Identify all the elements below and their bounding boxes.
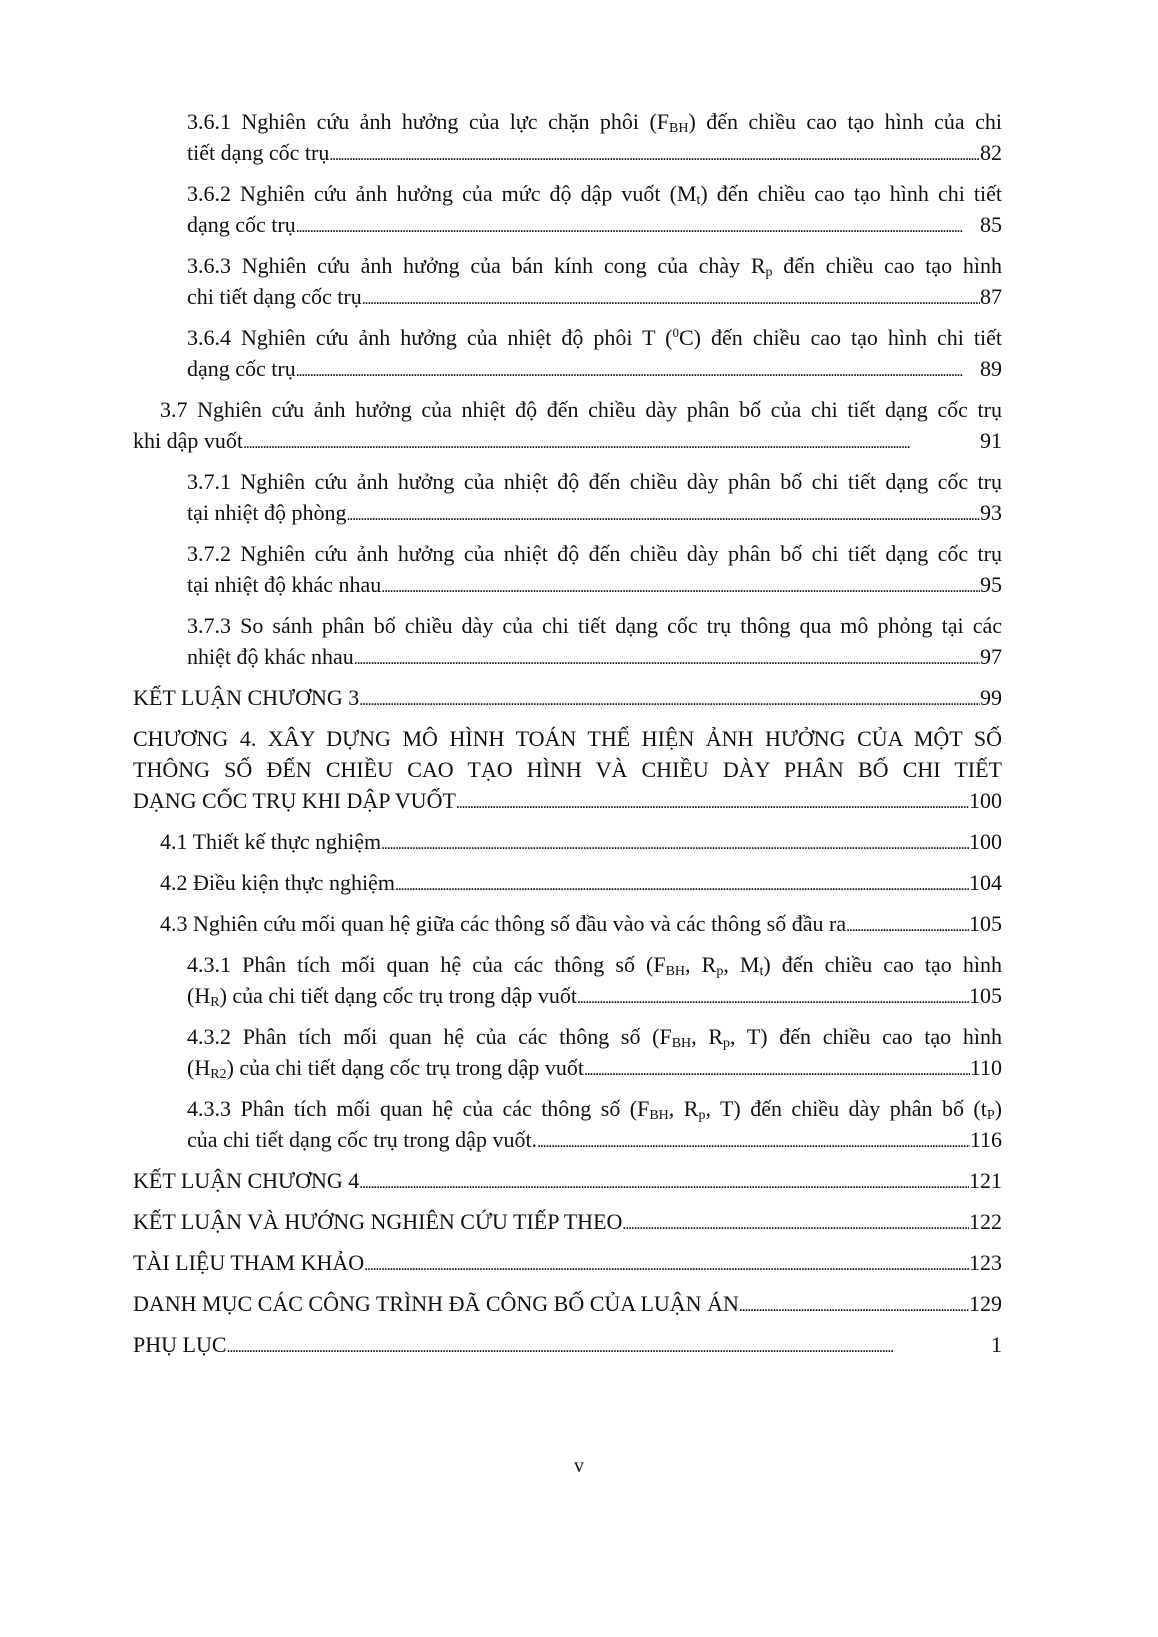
toc-page-number: 121 — [969, 1168, 1002, 1193]
toc-text-segment: , R — [668, 1096, 699, 1121]
toc-text-segment: R2 — [210, 1067, 227, 1082]
toc-entry-title — [187, 353, 296, 384]
toc-text-segment: 3.6.4 Nghiên cứu ảnh hưởng của nhiệt độ phôi T ( — [187, 325, 673, 350]
toc-page-number: 93 — [980, 500, 1002, 525]
toc-entry-title — [187, 281, 362, 312]
dot-leader — [243, 428, 980, 459]
toc-line — [133, 1288, 1002, 1319]
toc-text-segment: PHỤ LỤC — [133, 1332, 227, 1357]
toc-text-segment: , T) đến chiều dày phân bố (t — [705, 1096, 987, 1121]
toc-entry-title — [187, 952, 1002, 977]
toc-entry-title — [133, 1329, 227, 1360]
toc-text-segment: khi dập vuốt — [133, 428, 243, 453]
toc-entry[interactable] — [160, 908, 1002, 939]
toc-text-segment: 4.2 Điều kiện thực nghiệm — [160, 870, 395, 895]
page-number: v — [574, 1455, 584, 1477]
toc-page-number: 91 — [980, 428, 1002, 453]
toc-text-segment: 3.6.2 Nghiên cứu ảnh hưởng của mức độ dập vuốt (M — [187, 181, 697, 206]
dot-leader — [364, 1250, 969, 1281]
toc-line — [187, 466, 1002, 497]
toc-line — [160, 826, 1002, 857]
toc-text-segment: THÔNG SỐ ĐẾN CHIỀU CAO TẠO HÌNH VÀ CHIỀU DÀY PHÂN BỐ CHI TIẾT — [133, 757, 1002, 782]
dot-leader — [296, 356, 980, 387]
toc-entry[interactable] — [187, 538, 1002, 600]
dot-leader — [381, 829, 969, 860]
toc-text-segment: KẾT LUẬN CHƯƠNG 4 — [133, 1168, 360, 1193]
dot-leader — [296, 212, 980, 243]
toc-line — [133, 1206, 1002, 1237]
toc-entry[interactable] — [187, 178, 1002, 240]
toc-text-segment: ) đến chiều cao tạo hình — [763, 952, 1002, 977]
toc-line — [133, 1165, 1002, 1196]
toc-line — [187, 1052, 1002, 1083]
toc-text-segment: , R — [685, 952, 717, 977]
toc-page-number: 122 — [969, 1209, 1002, 1234]
toc-text-segment: 3.7 Nghiên cứu ảnh hưởng của nhiệt độ đến chiều dày phân bố của chi tiết dạng cốc trụ — [160, 397, 1002, 422]
toc-line — [160, 867, 1002, 898]
dot-leader — [395, 870, 969, 901]
toc-text-segment: 3.7.3 So sánh phân bố chiều dày của chi tiết dạng cốc trụ thông qua mô phỏng tại các — [187, 613, 1002, 638]
toc-entry[interactable] — [187, 1093, 1002, 1155]
toc-text-segment: BH — [665, 964, 686, 979]
dot-leader — [537, 1127, 970, 1158]
dot-leader — [622, 1209, 969, 1240]
toc-line — [187, 980, 1002, 1011]
toc-entry-title — [133, 425, 243, 456]
toc-page-number: 89 — [980, 356, 1002, 381]
toc-text-segment: chi tiết dạng cốc trụ — [187, 284, 362, 309]
toc-text-segment: C) đến chiều cao tạo hình chi tiết — [679, 325, 1002, 350]
toc-text-segment: DẠNG CỐC TRỤ KHI DẬP VUỐT — [133, 788, 456, 813]
toc-entry-title — [187, 181, 1002, 206]
toc-entry-title — [133, 1165, 359, 1196]
dot-leader — [359, 1168, 969, 1199]
table-of-contents — [0, 106, 1158, 1370]
toc-entry-title — [187, 497, 346, 528]
toc-text-segment: t — [696, 193, 701, 208]
toc-text-segment: p — [716, 964, 724, 979]
dot-leader — [227, 1332, 991, 1363]
toc-text-segment: p — [723, 1036, 731, 1051]
toc-text-segment: tiết dạng cốc trụ — [187, 140, 330, 165]
toc-text-segment: p — [765, 265, 773, 280]
dot-leader — [362, 284, 980, 315]
toc-line — [187, 281, 1002, 312]
toc-entry[interactable] — [187, 106, 1002, 168]
toc-entry-title — [133, 757, 1002, 782]
toc-entry-title — [187, 109, 1002, 134]
toc-entry-title — [187, 1124, 537, 1155]
toc-text-segment: 3.7.2 Nghiên cứu ảnh hưởng của nhiệt độ đến chiều dày phân bố chi tiết dạng cốc trụ — [187, 541, 1002, 566]
toc-line — [187, 106, 1002, 137]
toc-line — [187, 610, 1002, 641]
dot-leader — [381, 572, 980, 603]
toc-entry-title — [187, 137, 329, 168]
dot-leader — [359, 685, 980, 716]
toc-line — [187, 322, 1002, 353]
toc-text-segment: , M — [723, 952, 760, 977]
toc-text-segment: BH — [649, 1108, 669, 1123]
toc-text-segment: TÀI LIỆU THAM KHẢO — [133, 1250, 365, 1275]
toc-entry-title — [133, 785, 456, 816]
toc-line — [187, 949, 1002, 980]
toc-text-segment: , R — [691, 1024, 724, 1049]
toc-text-segment: BH — [671, 1036, 692, 1051]
toc-text-segment: dạng cốc trụ — [187, 356, 296, 381]
toc-entry-title — [160, 867, 395, 898]
toc-entry[interactable] — [187, 250, 1002, 312]
toc-entry-title — [187, 980, 577, 1011]
toc-line — [187, 1093, 1002, 1124]
toc-text-segment: ) — [994, 1096, 1002, 1121]
toc-entry-title — [133, 1247, 364, 1278]
toc-page-number: 82 — [980, 140, 1002, 165]
toc-entry-title — [160, 397, 1002, 422]
toc-entry-title — [187, 1096, 1002, 1121]
toc-entry[interactable] — [187, 1021, 1002, 1083]
toc-text-segment: 4.3 Nghiên cứu mối quan hệ giữa các thông số đầu vào và các thông số đầu ra — [160, 911, 847, 936]
toc-page-number: 87 — [980, 284, 1002, 309]
toc-text-segment: đến chiều cao tạo hình — [772, 253, 1002, 278]
toc-entry[interactable] — [133, 1288, 1002, 1319]
toc-line — [187, 178, 1002, 209]
toc-text-segment: nhiệt độ khác nhau — [187, 644, 354, 669]
toc-entry-title — [133, 1288, 739, 1319]
toc-text-segment: KẾT LUẬN CHƯƠNG 3 — [133, 685, 360, 710]
toc-entry-title — [187, 569, 381, 600]
toc-line — [160, 394, 1002, 425]
dot-leader — [456, 788, 969, 819]
toc-text-segment: 4.3.3 Phân tích mối quan hệ của các thông số (F — [187, 1096, 650, 1121]
toc-line — [187, 250, 1002, 281]
toc-entry-title — [187, 1024, 1002, 1049]
toc-page-number: 105 — [969, 983, 1002, 1008]
toc-page-number: 110 — [969, 1055, 1002, 1080]
dot-leader — [584, 1055, 970, 1086]
toc-line — [187, 353, 1002, 384]
toc-entry-title — [187, 541, 1002, 566]
toc-entry-title — [187, 1052, 584, 1083]
dot-leader — [346, 500, 980, 531]
toc-page-number: 100 — [969, 788, 1002, 813]
toc-text-segment: ) của chi tiết dạng cốc trụ trong dập vuốt — [226, 1055, 584, 1080]
toc-text-segment: của chi tiết dạng cốc trụ trong dập vuốt. — [187, 1127, 538, 1152]
dot-leader — [354, 644, 980, 675]
toc-text-segment: tại nhiệt độ khác nhau — [187, 572, 382, 597]
toc-text-segment: 3.6.1 Nghiên cứu ảnh hưởng của lực chặn phôi (F — [187, 109, 669, 134]
toc-text-segment: ) đến chiều cao tạo hình của chi — [688, 109, 1002, 134]
toc-text-segment: dạng cốc trụ — [187, 212, 296, 237]
toc-text-segment: (H — [187, 983, 211, 1008]
toc-line — [187, 538, 1002, 569]
toc-text-segment: 4.3.2 Phân tích mối quan hệ của các thông số (F — [187, 1024, 672, 1049]
toc-line — [133, 1329, 1002, 1360]
toc-entry-title — [160, 908, 846, 939]
toc-entry-title — [133, 726, 1002, 751]
toc-page-number: 129 — [969, 1291, 1002, 1316]
toc-entry[interactable] — [133, 1329, 1002, 1360]
toc-text-segment: p — [698, 1108, 706, 1123]
toc-text-segment: 0 — [672, 325, 679, 340]
dot-leader — [577, 983, 969, 1014]
toc-line — [133, 1247, 1002, 1278]
toc-text-segment: CHƯƠNG 4. XÂY DỰNG MÔ HÌNH TOÁN THỂ HIỆN ẢNH HƯỞNG CỦA MỘT SỐ — [133, 726, 1002, 751]
toc-page-number: 99 — [980, 685, 1002, 710]
toc-page-number: 1 — [991, 1332, 1002, 1357]
toc-entry-title — [133, 682, 359, 713]
toc-entry-title — [187, 325, 1002, 350]
toc-text-segment: t — [759, 964, 764, 979]
toc-text-segment: tại nhiệt độ phòng — [187, 500, 347, 525]
toc-page-number: 123 — [969, 1250, 1002, 1275]
toc-line — [187, 1124, 1002, 1155]
toc-entry[interactable] — [133, 1165, 1002, 1196]
dot-leader — [329, 140, 980, 171]
toc-entry[interactable] — [187, 610, 1002, 672]
toc-entry[interactable] — [133, 1247, 1002, 1278]
toc-text-segment: 3.6.3 Nghiên cứu ảnh hưởng của bán kính cong của chày R — [187, 253, 766, 278]
toc-text-segment: ) đến chiều cao tạo hình chi tiết — [700, 181, 1002, 206]
toc-page-number: 116 — [969, 1127, 1002, 1152]
toc-entry[interactable] — [187, 322, 1002, 384]
toc-entry[interactable] — [187, 466, 1002, 528]
toc-page-number: 95 — [980, 572, 1002, 597]
toc-page-number: 104 — [969, 870, 1002, 895]
toc-entry[interactable] — [133, 394, 1002, 456]
toc-line — [187, 497, 1002, 528]
toc-line — [187, 1021, 1002, 1052]
toc-text-segment: DANH MỤC CÁC CÔNG TRÌNH ĐÃ CÔNG BỐ CỦA LUẬN ÁN — [133, 1291, 739, 1316]
toc-page-number: 97 — [980, 644, 1002, 669]
toc-entry-title — [133, 1206, 622, 1237]
toc-entry-title — [160, 826, 381, 857]
toc-entry-title — [187, 613, 1002, 638]
dot-leader — [739, 1291, 969, 1322]
toc-line — [133, 785, 1002, 816]
toc-line — [133, 682, 1002, 713]
toc-text-segment: 4.3.1 Phân tích mối quan hệ của các thông số (F — [187, 952, 666, 977]
toc-entry[interactable] — [160, 867, 1002, 898]
toc-entry-title — [187, 469, 1002, 494]
toc-entry-title — [187, 641, 354, 672]
toc-entry[interactable] — [133, 682, 1002, 713]
toc-line — [133, 723, 1002, 754]
toc-page-number: 105 — [969, 911, 1002, 936]
toc-page-number: 85 — [980, 212, 1002, 237]
toc-text-segment: 3.7.1 Nghiên cứu ảnh hưởng của nhiệt độ đến chiều dày phân bố chi tiết dạng cốc trụ — [187, 469, 1002, 494]
toc-page-number: 100 — [969, 829, 1002, 854]
toc-entry-title — [187, 253, 1002, 278]
toc-text-segment: R — [210, 995, 220, 1010]
toc-line — [187, 569, 1002, 600]
toc-entry[interactable] — [187, 949, 1002, 1011]
toc-entry[interactable] — [160, 826, 1002, 857]
toc-line — [133, 425, 1002, 456]
toc-line — [160, 908, 1002, 939]
toc-text-segment: P — [986, 1108, 995, 1123]
toc-entry[interactable] — [133, 1206, 1002, 1237]
toc-text-segment: ) của chi tiết dạng cốc trụ trong dập vuốt — [219, 983, 577, 1008]
toc-text-segment: 4.1 Thiết kế thực nghiệm — [160, 829, 382, 854]
toc-line — [187, 641, 1002, 672]
toc-text-segment: (H — [187, 1055, 211, 1080]
toc-text-segment: BH — [669, 121, 689, 136]
toc-text-segment: , T) đến chiều cao tạo hình — [730, 1024, 1002, 1049]
toc-line — [133, 754, 1002, 785]
dot-leader — [846, 911, 969, 942]
toc-entry[interactable] — [133, 723, 1002, 816]
toc-line — [187, 209, 1002, 240]
toc-line — [187, 137, 1002, 168]
toc-text-segment: KẾT LUẬN VÀ HƯỚNG NGHIÊN CỨU TIẾP THEO — [133, 1209, 623, 1234]
toc-entry-title — [187, 209, 296, 240]
